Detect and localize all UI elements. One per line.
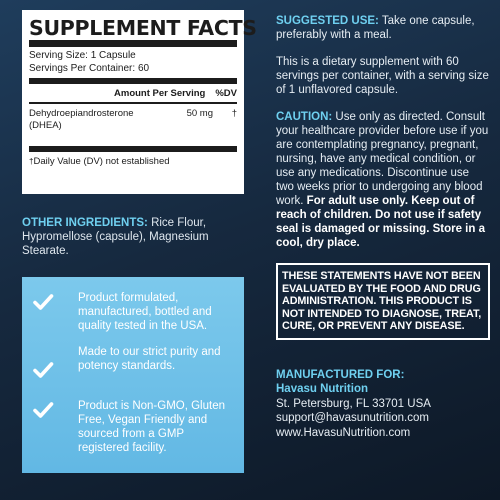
manufacturer-info [276, 368, 490, 441]
suggested-use-text: Take one capsule, preferably with a meal. [276, 15, 475, 41]
ingredient-row [29, 104, 237, 152]
caution-bold-text: For adult use only. Keep out of reach of children. Do not use if safety seal is damaged or missing. Store in a cool, dry place. [276, 195, 485, 249]
ingredient-amount: 50 mg [186, 108, 213, 119]
suggested-use-label: SUGGESTED USE: [276, 15, 379, 27]
manufacturer-website[interactable]: www.HavasuNutrition.com [276, 426, 411, 439]
dietary-note: This is a dietary supplement with 60 servings per container, with a serving size of 1 unflavored capsule. [276, 56, 489, 96]
feature-text: Product formulated, manufactured, bottled and quality tested in the USA. [78, 292, 212, 332]
manufacturer-email[interactable]: support@havasunutrition.com [276, 412, 429, 424]
ingredient-dv: † [231, 108, 237, 119]
manufacturer-name: Havasu Nutrition [276, 383, 369, 395]
fda-disclaimer-box: THESE STATEMENTS HAVE NOT BEEN EVALUATED BY THE FOOD AND DRUG ADMINISTRATION. THIS PRODUCT IS NOT INTENDED TO DIAGNOSE, TREAT, CURE, OR PREVENT ANY DISEASE. [276, 263, 490, 340]
suggested-use [276, 14, 490, 42]
checkmark-icon [32, 399, 54, 421]
footnote-text: Daily Value (DV) not established [33, 156, 170, 167]
feature-text: Made to our strict purity and potency standards. [78, 346, 221, 372]
manufacturer-address: St. Petersburg, FL 33701 USA [276, 397, 431, 410]
caution [276, 110, 490, 250]
ingredient-name-line-1: Dehydroepiandrosterone [29, 108, 134, 119]
facts-column-header [29, 84, 237, 104]
amount-per-serving-header: Amount Per Serving [114, 88, 206, 99]
manufacturer-label: MANUFACTURED FOR: [276, 368, 405, 381]
checkmark-icon [32, 291, 54, 313]
supplement-facts-panel [22, 10, 257, 194]
other-ingredients-label: OTHER INGREDIENTS: [22, 217, 148, 229]
dv-header: %DV [215, 88, 237, 99]
footnote-dagger: † [29, 157, 34, 166]
caution-label: CAUTION: [276, 111, 333, 123]
features-box [22, 277, 244, 473]
servings-per-container: Servings Per Container: 60 [29, 63, 237, 85]
serving-size: Serving Size: 1 Capsule [29, 50, 136, 61]
other-ingredients [22, 216, 244, 258]
feature-text: Product is Non-GMO, Gluten Free, Vegan Friendly and sourced from a GMP registered facility. [78, 400, 225, 454]
other-ingredients-text: Rice Flour, Hypromellose (capsule), Magnesium Stearate. [22, 217, 209, 257]
ingredient-name-line-2: (DHEA) [29, 120, 62, 131]
checkmark-icon [32, 359, 54, 381]
ingredient-name [29, 108, 167, 132]
left-column [22, 10, 257, 258]
facts-footnote [29, 152, 237, 168]
right-column [276, 14, 490, 440]
caution-text: Use only as directed. Consult your healthcare provider before use if you are contemplating pregnancy, pregnant, nursing, have any medical condition, or use any medications. Discontinue use two weeks prior to undergoing any blood work. [276, 111, 489, 207]
supplement-facts-title: SUPPLEMENT FACTS [29, 16, 237, 47]
